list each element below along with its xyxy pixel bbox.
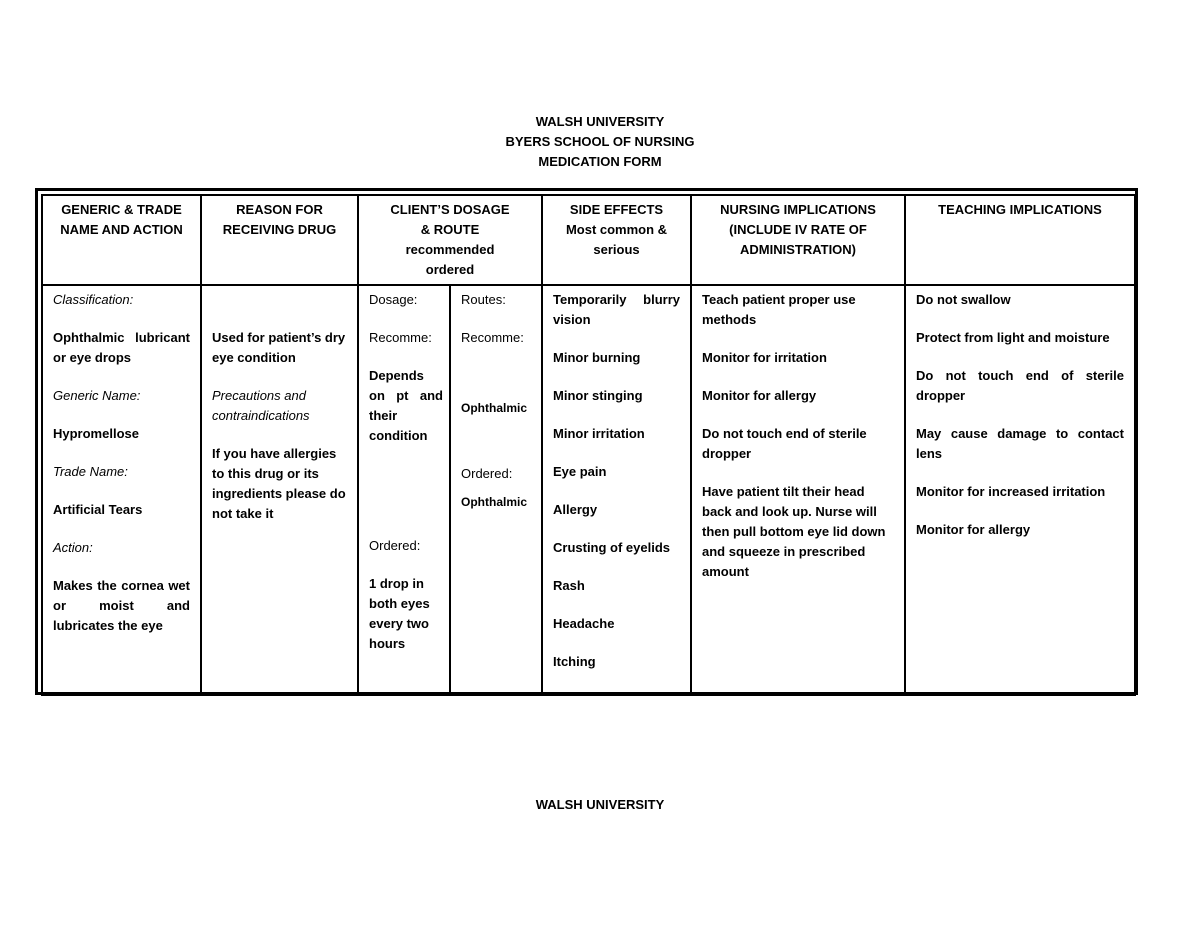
side-effect-item: Eye pain xyxy=(553,464,607,479)
side-effect-item: Minor stinging xyxy=(553,388,643,403)
generic-name-label: Generic Name: xyxy=(53,388,141,403)
reason-value: Used for patient’s dry eye condition xyxy=(212,330,346,365)
university-name: WALSH UNIVERSITY xyxy=(535,114,665,129)
document-footer: WALSH UNIVERSITY xyxy=(535,797,665,812)
dosage-ordered-value: 1 drop in both eyes every two hours xyxy=(369,576,430,651)
medication-form-frame xyxy=(35,188,1138,695)
teaching-item: Do not touch end of sterile dropper xyxy=(916,368,1124,403)
generic-cell xyxy=(42,285,201,695)
trade-name-value: Artificial Tears xyxy=(53,502,143,517)
dosage-recommended-label: Recomme: xyxy=(369,330,432,345)
side-effect-item: Headache xyxy=(553,616,615,631)
side-effect-item: Itching xyxy=(553,654,596,669)
classification-label: Classification: xyxy=(53,292,134,307)
dosage-cell xyxy=(358,285,450,695)
routes-recommended-label: Recomme: xyxy=(461,330,524,345)
precautions-label: Precautions and contraindications xyxy=(212,388,310,423)
reason-cell xyxy=(201,285,358,695)
nursing-item: Monitor for allergy xyxy=(702,388,817,403)
header-reason: REASON FOR RECEIVING DRUG xyxy=(201,195,358,285)
dosage-recommended-value: Depends on pt and their condition xyxy=(369,368,443,443)
teaching-item: Do not swallow xyxy=(916,292,1011,307)
routes-label: Routes: xyxy=(461,292,506,307)
header-row xyxy=(42,195,1135,285)
precautions-value: If you have allergies to this drug or its ingredients please do not take it xyxy=(212,446,346,521)
teaching-item: Protect from light and moisture xyxy=(916,330,1110,345)
header-dosage: CLIENT’S DOSAGE & ROUTE recommended ordered xyxy=(358,195,542,285)
routes-ordered-label: Ordered: xyxy=(461,466,513,481)
teaching-item: Monitor for allergy xyxy=(916,522,1031,537)
teaching-item: Monitor for increased irritation xyxy=(916,484,1106,499)
routes-ordered-value: Ophthalmic xyxy=(461,495,528,509)
nursing-item: Teach patient proper use methods xyxy=(702,292,856,327)
medication-table xyxy=(41,194,1136,696)
header-nursing: NURSING IMPLICATIONS (INCLUDE IV RATE OF ADMINISTRATION) xyxy=(691,195,905,285)
teaching-cell xyxy=(905,285,1135,695)
nursing-cell xyxy=(691,285,905,695)
action-label: Action: xyxy=(53,540,93,555)
side-effect-item: Minor irritation xyxy=(553,426,645,441)
side-effect-item: Crusting of eyelids xyxy=(553,540,671,555)
header-side-effects: SIDE EFFECTS Most common & serious xyxy=(542,195,691,285)
school-name: BYERS SCHOOL OF NURSING xyxy=(505,134,695,149)
side-effect-item: Rash xyxy=(553,578,585,593)
side-effect-item: Allergy xyxy=(553,502,598,517)
form-title: MEDICATION FORM xyxy=(538,154,662,169)
teaching-item: May cause damage to contact lens xyxy=(916,426,1124,461)
header-generic: GENERIC & TRADE NAME AND ACTION xyxy=(42,195,201,285)
classification-value: Ophthalmic lubricant or eye drops xyxy=(53,330,190,365)
side-effect-item: Temporarily blurry vision xyxy=(553,292,680,327)
document-header xyxy=(0,112,1200,172)
trade-name-label: Trade Name: xyxy=(53,464,128,479)
nursing-item: Monitor for irritation xyxy=(702,350,827,365)
routes-recommended-value: Ophthalmic xyxy=(461,401,528,415)
dosage-label: Dosage: xyxy=(369,292,418,307)
action-value: Makes the cornea wet or moist and lubricates the eye xyxy=(53,578,190,633)
dosage-ordered-label: Ordered: xyxy=(369,538,421,553)
routes-cell xyxy=(450,285,542,695)
header-teaching: TEACHING IMPLICATIONS xyxy=(905,195,1135,285)
nursing-item: Do not touch end of sterile dropper xyxy=(702,426,867,461)
content-row xyxy=(42,285,1135,695)
generic-name-value: Hypromellose xyxy=(53,426,139,441)
side-effect-item: Minor burning xyxy=(553,350,641,365)
side-effects-cell xyxy=(542,285,691,695)
nursing-item: Have patient tilt their head back and look up. Nurse will then pull bottom eye lid down and squeeze in prescribed amount xyxy=(702,484,886,579)
